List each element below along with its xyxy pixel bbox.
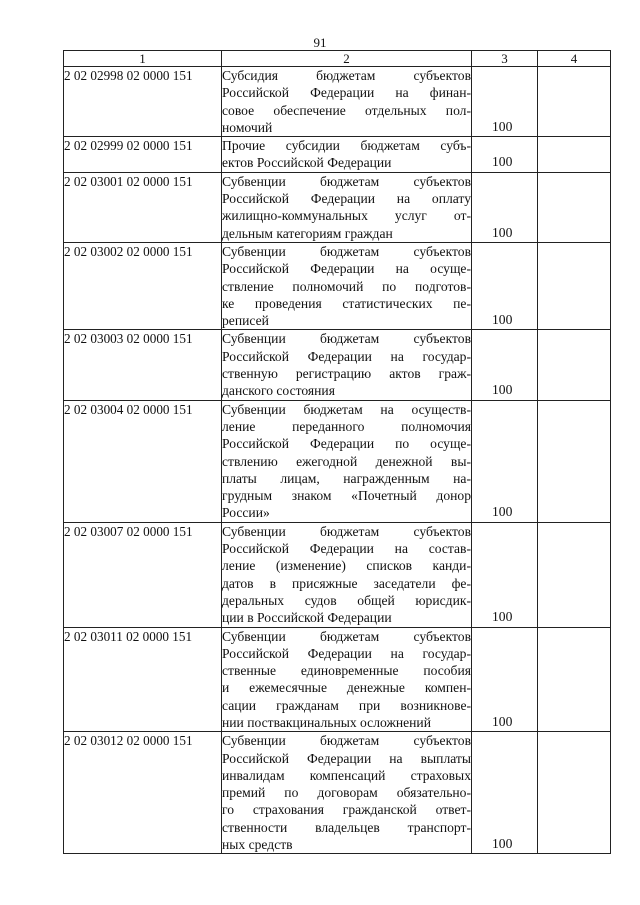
table-row [64, 137, 611, 173]
table-row [64, 732, 611, 854]
budget-description [222, 522, 472, 627]
value: 100 [492, 118, 513, 134]
table-row [64, 400, 611, 522]
budget-code: 2 02 02998 02 0000 151 [64, 67, 222, 137]
column-header-description: 2 [222, 51, 472, 67]
budget-revenue-table [63, 50, 611, 854]
description-line: грудным знаком «Почетный донор [222, 488, 471, 504]
value: 100 [492, 504, 513, 520]
budget-description [222, 172, 472, 242]
value-cell [472, 330, 538, 400]
extra-cell [538, 522, 611, 627]
budget-description [222, 627, 472, 732]
description-line: Субвенции бюджетам субъектов [222, 733, 471, 749]
description-line: ции в Российской Федерации [222, 610, 392, 626]
description-line: ственности владельцев транспорт- [222, 819, 471, 835]
value: 100 [492, 836, 513, 852]
description-line: ственные единовременные пособия [222, 663, 471, 679]
budget-code: 2 02 02999 02 0000 151 [64, 137, 222, 173]
table-row [64, 330, 611, 400]
description-line: го страхования гражданской ответ- [222, 802, 471, 818]
value-cell [472, 400, 538, 522]
description-line: Российской Федерации на оплату [222, 191, 471, 207]
description-line: Субвенции бюджетам субъектов [222, 243, 471, 259]
description-line: данского состояния [222, 383, 335, 399]
table-row [64, 242, 611, 329]
column-header-extra: 4 [538, 51, 611, 67]
table-row [64, 67, 611, 137]
description-line: сации гражданам при возникнове- [222, 697, 471, 713]
description-line: ление (изменение) списков канди- [222, 558, 471, 574]
value-cell [472, 627, 538, 732]
description-line: России» [222, 505, 270, 521]
extra-cell [538, 137, 611, 173]
budget-description [222, 67, 472, 137]
description-line: ных средств [222, 837, 293, 853]
table-row [64, 627, 611, 732]
budget-code: 2 02 03001 02 0000 151 [64, 172, 222, 242]
value: 100 [492, 224, 513, 240]
value-cell [472, 732, 538, 854]
description-line: совое обеспечение отдельных пол- [222, 102, 471, 118]
description-line: премий по договорам обязательно- [222, 785, 471, 801]
description-line: ственную регистрацию актов граж- [222, 366, 471, 382]
column-header-value: 3 [472, 51, 538, 67]
description-line: реписей [222, 313, 269, 329]
description-line: Российской Федерации по осуще- [222, 436, 471, 452]
description-line: датов в присяжные заседатели фе- [222, 575, 471, 591]
description-line: ектов Российской Федерации [222, 155, 392, 171]
budget-description [222, 400, 472, 522]
description-line: дельным категориям граждан [222, 225, 393, 241]
description-line: Субвенции бюджетам на осуществ- [222, 401, 471, 417]
budget-code: 2 02 03002 02 0000 151 [64, 242, 222, 329]
budget-description [222, 330, 472, 400]
description-line: Российской Федерации на состав- [222, 541, 471, 557]
description-line: деральных судов общей юрисдик- [222, 592, 471, 608]
description-line: ствление полномочий по подготов- [222, 278, 471, 294]
extra-cell [538, 627, 611, 732]
budget-description [222, 242, 472, 329]
value: 100 [492, 713, 513, 729]
description-line: Субвенции бюджетам субъектов [222, 331, 471, 347]
value: 100 [492, 382, 513, 398]
description-line: жилищно-коммунальных услуг от- [222, 208, 471, 224]
value: 100 [492, 312, 513, 328]
value: 100 [492, 609, 513, 625]
description-line: Прочие субсидии бюджетам субъ- [222, 138, 471, 154]
budget-code: 2 02 03003 02 0000 151 [64, 330, 222, 400]
value-cell [472, 137, 538, 173]
budget-description [222, 732, 472, 854]
description-line: Российской Федерации на государ- [222, 645, 471, 661]
budget-description [222, 137, 472, 173]
column-number-row [64, 51, 611, 67]
extra-cell [538, 400, 611, 522]
description-line: инвалидам компенсаций страховых [222, 767, 471, 783]
description-line: платы лицам, награжденным на- [222, 470, 471, 486]
budget-code: 2 02 03012 02 0000 151 [64, 732, 222, 854]
description-line: Российской Федерации на финан- [222, 85, 471, 101]
description-line: ствлению ежегодной денежной вы- [222, 453, 471, 469]
description-line: Российской Федерации на государ- [222, 348, 471, 364]
value-cell [472, 172, 538, 242]
page-number: 91 [313, 35, 327, 50]
extra-cell [538, 330, 611, 400]
description-line: ление переданного полномочия [222, 418, 471, 434]
table-row [64, 522, 611, 627]
extra-cell [538, 172, 611, 242]
extra-cell [538, 242, 611, 329]
value-cell [472, 522, 538, 627]
budget-code: 2 02 03011 02 0000 151 [64, 627, 222, 732]
budget-code: 2 02 03004 02 0000 151 [64, 400, 222, 522]
description-line: Субвенции бюджетам субъектов [222, 173, 471, 189]
description-line: Российской Федерации на выплаты [222, 750, 471, 766]
description-line: Субвенции бюджетам субъектов [222, 628, 471, 644]
budget-code: 2 02 03007 02 0000 151 [64, 522, 222, 627]
table-row [64, 172, 611, 242]
value-cell [472, 67, 538, 137]
column-header-code: 1 [64, 51, 222, 67]
description-line: нии поствакцинальных осложнений [222, 714, 431, 730]
value: 100 [492, 154, 513, 170]
value-cell [472, 242, 538, 329]
extra-cell [538, 732, 611, 854]
description-line: Российской Федерации на осуще- [222, 261, 471, 277]
description-line: Субвенции бюджетам субъектов [222, 523, 471, 539]
description-line: и ежемесячные денежные компен- [222, 680, 471, 696]
description-line: Субсидия бюджетам субъектов [222, 68, 471, 83]
extra-cell [538, 67, 611, 137]
description-line: номочий [222, 119, 273, 135]
description-line: ке проведения статистических пе- [222, 295, 471, 311]
